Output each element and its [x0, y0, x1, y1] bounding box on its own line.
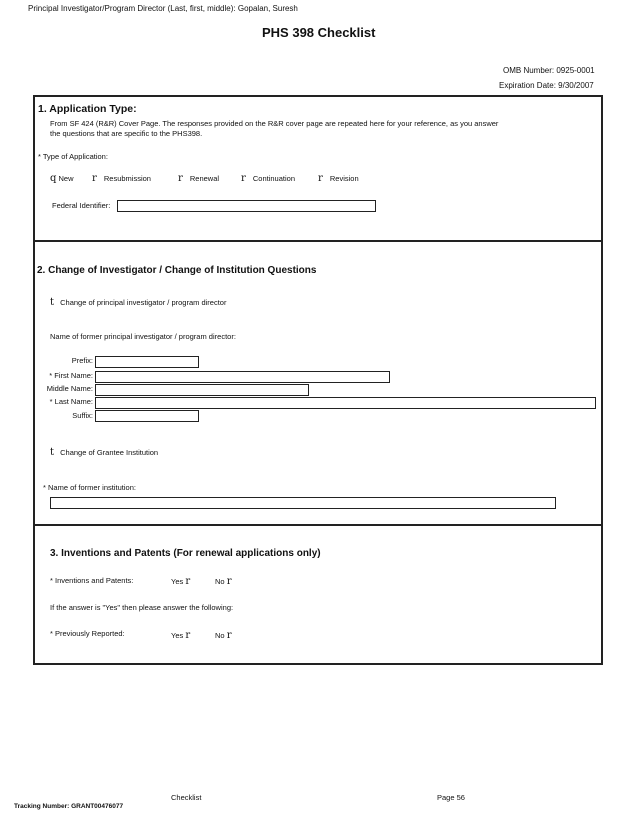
former-pi-label: Name of former principal investigator / program director:	[50, 332, 236, 341]
option-resubmission-label: Resubmission	[103, 174, 151, 183]
middle-name-label: Middle Name:	[46, 384, 93, 393]
option-revision[interactable]	[318, 173, 359, 184]
footer-page-number: Page 56	[437, 793, 465, 802]
change-pi-label: Change of principal investigator / program director	[60, 298, 227, 307]
inventions-yes-label: Yes	[171, 577, 184, 586]
suffix-label: Suffix:	[72, 411, 93, 420]
section-divider-1	[33, 240, 603, 242]
inventions-label: * Inventions and Patents:	[50, 576, 134, 585]
if-yes-instruction: If the answer is "Yes" then please answer the following:	[50, 603, 234, 612]
middle-name-field[interactable]	[95, 384, 309, 396]
inventions-yes-option[interactable]	[171, 576, 190, 587]
option-continuation[interactable]	[241, 173, 295, 184]
prefix-label: Prefix:	[71, 356, 93, 365]
former-institution-field[interactable]	[50, 497, 556, 509]
option-renewal-label: Renewal	[189, 174, 220, 183]
section2-heading: 2. Change of Investigator / Change of Institution Questions	[37, 265, 317, 276]
option-new-label: New	[58, 174, 74, 183]
footer-checklist: Checklist	[171, 793, 202, 802]
first-name-label: * First Name:	[49, 371, 93, 380]
previously-reported-yes-label: Yes	[171, 631, 184, 640]
change-institution-checkbox[interactable]	[50, 447, 158, 458]
option-renewal[interactable]	[178, 173, 219, 184]
option-resubmission[interactable]	[92, 173, 151, 184]
section1-desc-2: the questions that are specific to the PHS398.	[50, 129, 203, 138]
previously-reported-yes-option[interactable]	[171, 630, 190, 641]
change-institution-label: Change of Grantee Institution	[60, 448, 159, 457]
previously-reported-yes-radio-icon: r	[185, 630, 191, 641]
section3-heading: 3. Inventions and Patents (For renewal applications only)	[50, 548, 321, 559]
option-continuation-label: Continuation	[252, 174, 295, 183]
inventions-no-radio-icon: r	[226, 576, 232, 587]
inventions-no-option[interactable]	[215, 576, 231, 587]
previously-reported-no-radio-icon: r	[226, 630, 232, 641]
prefix-field[interactable]	[95, 356, 199, 368]
change-pi-checkbox[interactable]	[50, 297, 226, 308]
federal-identifier-label: Federal Identifier:	[52, 201, 111, 210]
previously-reported-no-option[interactable]	[215, 630, 231, 641]
pi-name-line: Principal Investigator/Program Director (Last, first, middle): Gopalan, Suresh	[28, 4, 298, 13]
previously-reported-no-label: No	[215, 631, 225, 640]
page-title: PHS 398 Checklist	[262, 25, 376, 40]
last-name-field[interactable]	[95, 397, 596, 409]
inventions-no-label: No	[215, 577, 225, 586]
expiration-date: Expiration Date: 9/30/2007	[499, 81, 594, 90]
option-new-check-icon: q	[50, 173, 57, 184]
option-renewal-radio-icon: r	[178, 173, 183, 184]
section1-heading: 1. Application Type:	[38, 103, 137, 115]
suffix-field[interactable]	[95, 410, 199, 422]
federal-identifier-field[interactable]	[117, 200, 376, 212]
previously-reported-label: * Previously Reported:	[50, 629, 125, 638]
former-institution-label: * Name of former institution:	[43, 483, 136, 492]
last-name-label: * Last Name:	[49, 397, 93, 406]
change-institution-check-icon: t	[50, 447, 55, 458]
omb-number: OMB Number: 0925-0001	[503, 66, 595, 75]
section1-desc-1: From SF 424 (R&R) Cover Page. The responses provided on the R&R cover page are repeated here for your reference, as you answer	[50, 119, 499, 128]
section-divider-2	[33, 524, 603, 526]
option-revision-radio-icon: r	[318, 173, 323, 184]
option-resubmission-radio-icon: r	[92, 173, 97, 184]
first-name-field[interactable]	[95, 371, 390, 383]
option-revision-label: Revision	[329, 174, 359, 183]
tracking-number: Tracking Number: GRANT00476077	[14, 803, 124, 810]
change-pi-check-icon: t	[50, 297, 55, 308]
option-continuation-radio-icon: r	[241, 173, 246, 184]
inventions-yes-radio-icon: r	[185, 576, 191, 587]
option-new[interactable]	[50, 173, 74, 184]
type-of-application-label: * Type of Application:	[38, 152, 108, 161]
